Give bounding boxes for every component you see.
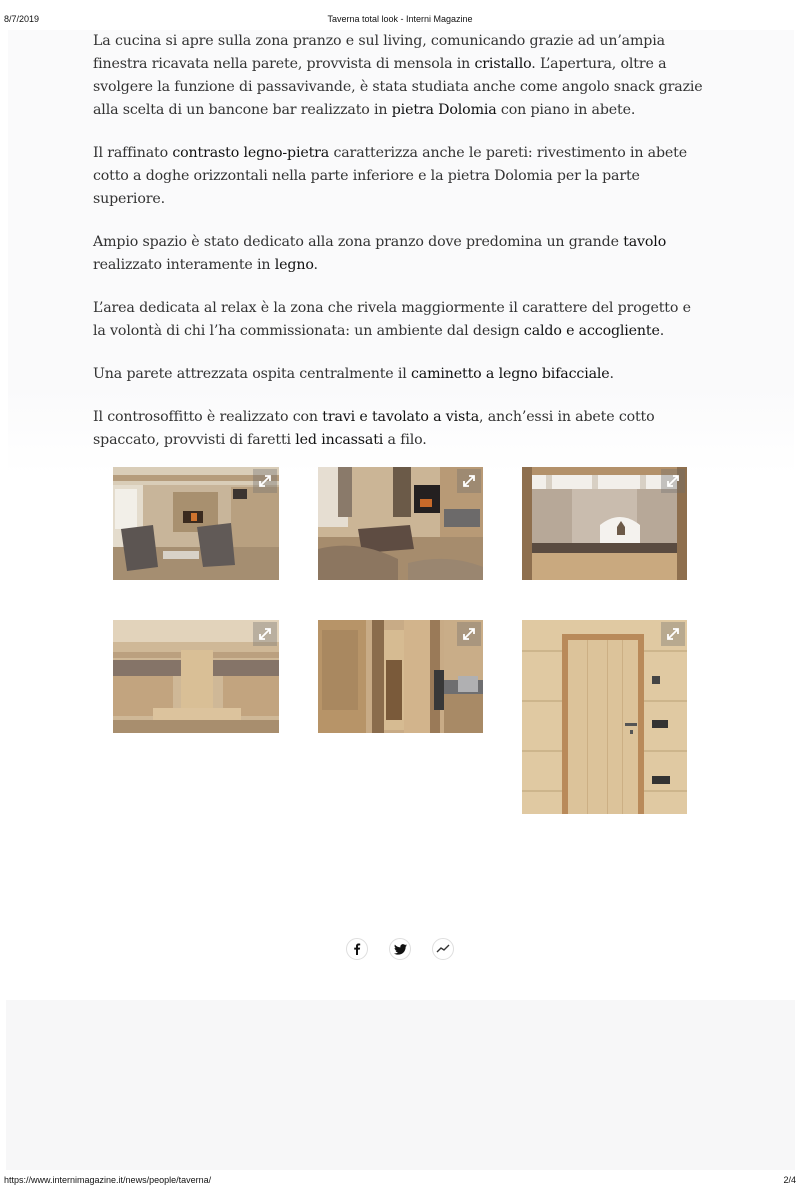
messenger-icon [436,944,450,954]
paragraph-text: realizzato interamente in [93,257,275,273]
highlighted-keyword: caldo e accogliente [523,323,660,339]
expand-icon[interactable] [661,469,685,493]
facebook-icon [351,943,363,955]
print-page-number: 2/4 [783,1175,796,1185]
paragraph-text: La cucina si apre sulla zona pranzo e sul living, comunicando grazie ad un’ampia finestra ricavata nella parete, provvista di mensola in [93,33,665,72]
paragraph-text: caratterizza anche le pareti: rivestimento in abete cotto a doghe orizzontali nella parte inferiore e la pietra Dolomia per la parte superiore. [93,145,687,207]
highlighted-keyword: travi e tavolato a vista [322,409,480,425]
paragraph-text: Il raffinato [93,145,173,161]
highlighted-keyword: contrasto legno-pietra [172,145,330,161]
expand-icon[interactable] [457,469,481,493]
gallery-photo-wooden-table[interactable] [113,620,279,733]
paragraph-text: . [609,366,614,382]
gallery-photo-relax-window[interactable] [522,467,687,580]
paragraph-text: . [313,257,318,273]
article-paragraph [93,363,705,386]
paragraph-text: . L’apertura, oltre a svolgere la funzione di passavivande, è stata studiata anche come angolo snack grazie alla scelta di un bancone bar realizzato in [93,56,703,118]
article-paragraph [93,231,705,277]
paragraph-text: Ampio spazio è stato dedicato alla zona pranzo dove predomina un grande [93,234,624,250]
paragraph-text: Il controsoffitto è realizzato con [93,409,323,425]
gallery-photo-kitchen-cabinets[interactable] [318,620,483,733]
paragraph-text: . [659,323,665,339]
article-paragraph [93,30,705,122]
highlighted-keyword: led incassati [295,432,384,448]
expand-icon[interactable] [661,622,685,646]
highlighted-keyword: pietra Dolomia [391,102,497,118]
highlighted-keyword: cristallo [474,56,532,72]
article-body [93,30,705,472]
print-header [0,14,800,26]
highlighted-keyword: tavolo [623,234,667,250]
paragraph-text: Una parete attrezzata ospita centralmente il [93,366,412,382]
print-footer [0,1175,800,1187]
gallery-photo-fireplace-sofa[interactable] [318,467,483,580]
print-url: https://www.internimagazine.it/news/people/taverna/ [4,1175,212,1185]
share-messenger-button[interactable] [432,938,454,960]
highlighted-keyword: legno [274,257,314,273]
gallery-photo-wooden-door[interactable] [522,620,687,814]
highlighted-keyword: caminetto a legno bifacciale [411,366,610,382]
print-date: 8/7/2019 [4,14,40,24]
expand-icon[interactable] [253,469,277,493]
share-bar [0,938,800,962]
share-twitter-button[interactable] [389,938,411,960]
expand-icon[interactable] [457,622,481,646]
paragraph-text: , anch’essi in abete cotto spaccato, provvisti di faretti [93,409,655,448]
footer-placeholder [6,1000,795,1170]
twitter-icon [394,944,407,955]
share-facebook-button[interactable] [346,938,368,960]
gallery-photo-living-armchairs[interactable] [113,467,279,580]
article-paragraph [93,406,705,452]
article-paragraph [93,142,705,211]
paragraph-text: con piano in abete. [496,102,636,118]
expand-icon[interactable] [253,622,277,646]
paragraph-text: a filo. [383,432,427,448]
print-title: Taverna total look - Interni Magazine [327,14,473,24]
article-paragraph [93,297,705,343]
paragraph-text: L’area dedicata al relax è la zona che rivela maggiormente il carattere del progetto e la volontà di chi l’ha commissionata: un ambiente dal design [93,300,691,339]
